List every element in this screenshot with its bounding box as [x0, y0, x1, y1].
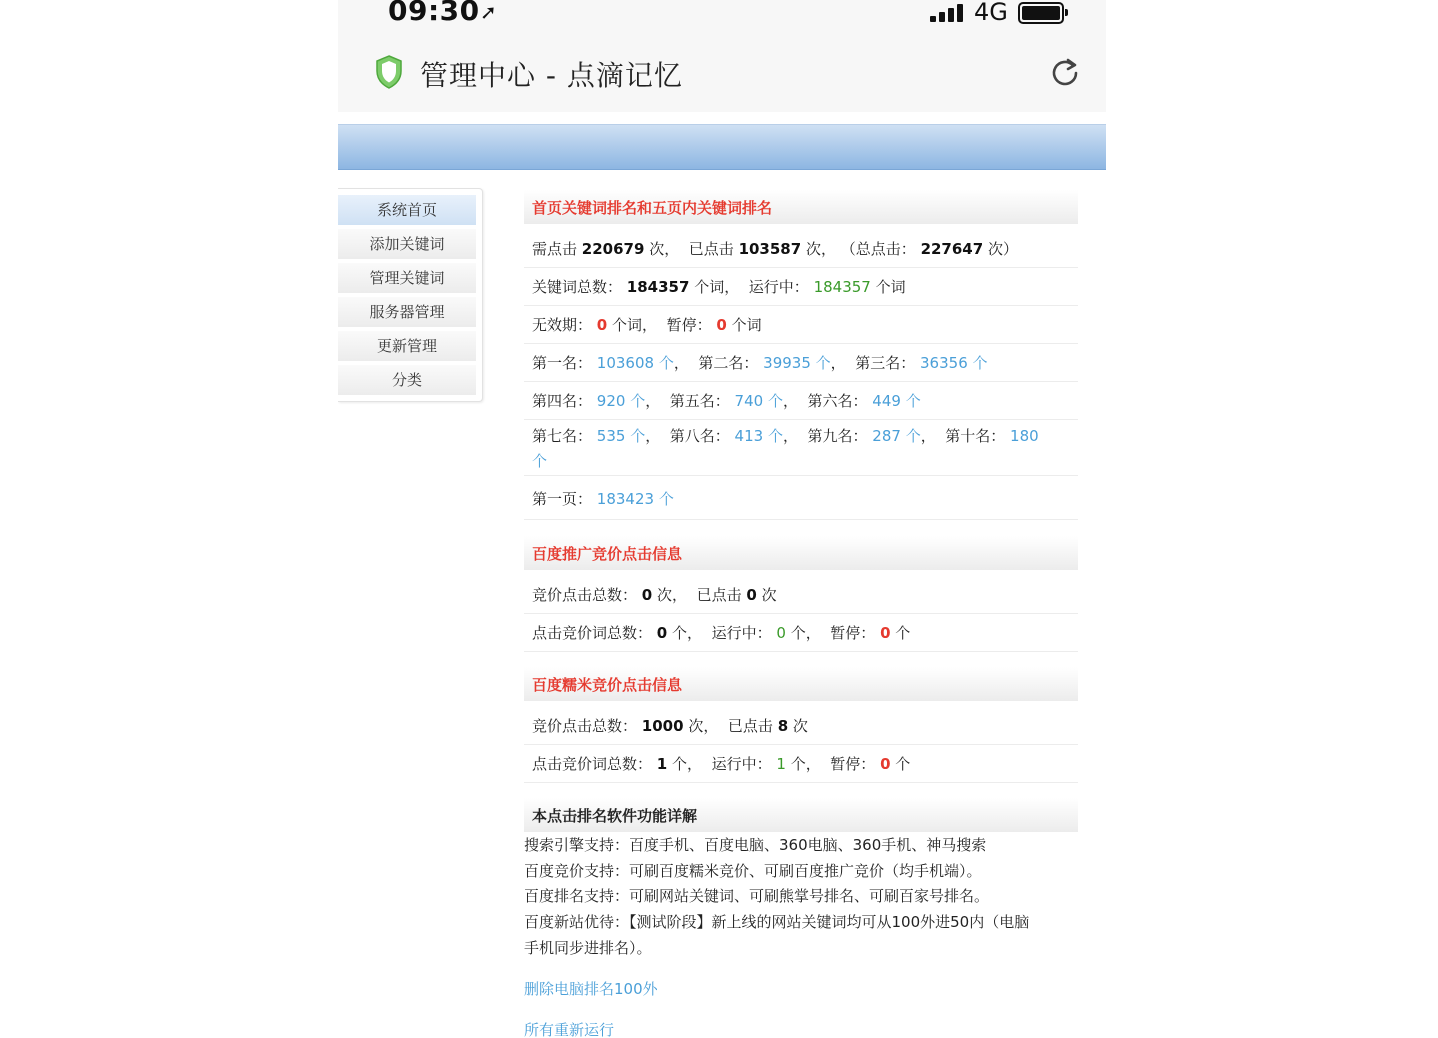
stat-row-rank-4-6: 第四名： 920 个， 第五名： 740 个， 第六名： 449 个 — [524, 384, 1078, 420]
phone-screen — [338, 0, 1106, 1038]
promo-row-words: 点击竞价词总数： 0 个， 运行中： 0 个， 暂停： 0 个 — [524, 616, 1078, 652]
section-title-promotion: 百度推广竞价点击信息 — [524, 536, 1078, 570]
battery-icon — [1018, 2, 1064, 24]
reload-icon[interactable] — [1048, 56, 1082, 90]
feature-line: 百度排名支持：可刷网站关键词、可刷熊掌号排名、可刷百家号排名。 — [524, 887, 990, 905]
sidebar-item-server[interactable]: 服务器管理 — [338, 297, 476, 328]
shield-icon — [374, 54, 404, 90]
sidebar-item-update[interactable]: 更新管理 — [338, 331, 476, 362]
delete-pc-ranking-link[interactable]: 删除电脑排名100外 — [524, 980, 658, 998]
status-bar — [338, 0, 1106, 36]
sidebar-item-category[interactable]: 分类 — [338, 365, 476, 396]
page-title: 管理中心 - 点滴记忆 — [420, 59, 683, 92]
feature-line: 百度竞价支持：可刷百度糯米竞价、可刷百度推广竞价（均手机端）。 — [524, 862, 982, 880]
rerun-all-link[interactable]: 所有重新运行 — [524, 1021, 615, 1038]
section-title-nuomi: 百度糯米竞价点击信息 — [524, 667, 1078, 701]
sidebar-item-manage-keyword[interactable]: 管理关键词 — [338, 263, 476, 294]
sidebar-item-home[interactable]: 系统首页 — [338, 195, 476, 226]
signal-icon — [930, 4, 966, 22]
feature-line: 搜索引擎支持：百度手机、百度电脑、360电脑、360手机、神马搜索 — [524, 836, 987, 854]
nuomi-row-clicks: 竞价点击总数： 1000 次， 已点击 8 次 — [524, 709, 1078, 745]
network-type: 4G — [974, 0, 1008, 26]
stat-row-keywords: 关键词总数： 184357 个词， 运行中： 184357 个词 — [524, 270, 1078, 306]
feature-line: 百度新站优待：【测试阶段】新上线的网站关键词均可从100外进50内（电脑 — [524, 913, 1030, 931]
feature-line: 手机同步进排名）。 — [524, 939, 652, 957]
browser-nav-bar — [338, 36, 1106, 112]
stat-row-invalid: 无效期： 0 个词， 暂停： 0 个词 — [524, 308, 1078, 344]
status-time: 09:30 — [388, 0, 480, 27]
section-title-features: 本点击排名软件功能详解 — [524, 798, 1078, 832]
sidebar-item-add-keyword[interactable]: 添加关键词 — [338, 229, 476, 260]
stat-row-first-page: 第一页： 183423 个 — [524, 484, 1078, 520]
header-banner — [338, 124, 1106, 170]
location-arrow-icon: ➚ — [480, 0, 497, 24]
stat-row-rank-7-10: 第七名： 535 个， 第八名： 413 个， 第九名： 287 个， 第十名： 180 个 — [524, 424, 1078, 476]
stat-row-clicks: 需点击 220679 次， 已点击 103587 次， （总点击： 227647 次） — [524, 232, 1078, 268]
section-title-ranking: 首页关键词排名和五页内关键词排名 — [524, 190, 1078, 224]
nuomi-row-words: 点击竞价词总数： 1 个， 运行中： 1 个， 暂停： 0 个 — [524, 747, 1078, 783]
stat-row-rank-1-3: 第一名： 103608 个， 第二名： 39935 个， 第三名： 36356 个 — [524, 346, 1078, 382]
promo-row-clicks: 竞价点击总数： 0 次， 已点击 0 次 — [524, 578, 1078, 614]
sidebar-menu — [338, 188, 483, 402]
